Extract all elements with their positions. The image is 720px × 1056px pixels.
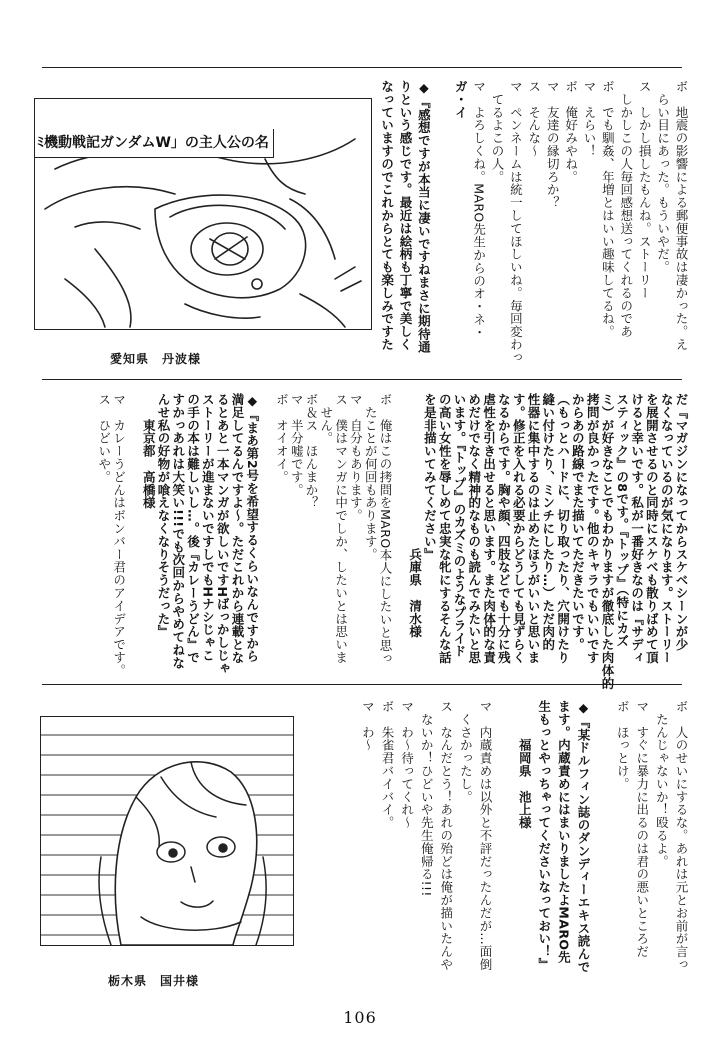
text-column: を展開させるのと同時にスケベも散りばめて頂 — [644, 393, 660, 664]
text-column: らい目にあった。もういやだ。 — [655, 80, 671, 274]
text-column: たことが何回もあります。 — [363, 393, 379, 561]
text-column: ボ 人のせいにするな。あれは元とお前が言っ — [673, 700, 689, 971]
text-column: ボ ほっとけ。 — [615, 700, 631, 791]
text-column: ◆『感想ですが本当に凄いですねまさに期待通 — [416, 80, 432, 354]
text-column: スティック』の8です。『トップ』（特にカズ — [614, 393, 630, 648]
text-column: ◆『某ドルフィン誌のダンディーエキス読んで — [575, 700, 591, 974]
text-column: けると幸いです。私が一番好きなのは『サディ — [629, 393, 645, 664]
reader-credit-1: 愛知県 丹波様 — [110, 352, 202, 366]
text-column: ストーリーが進まないですしでもHナシじゃこ — [200, 393, 216, 662]
text-column: マ わ〜待ってくれ〜 — [399, 700, 415, 829]
text-column: マ 友達の縁切ろか？ — [545, 80, 561, 209]
text-column: だ『マガジンになってからスケベシーンが少 — [673, 393, 689, 651]
text-column: ボ 朱雀君バイバイ。 — [379, 700, 395, 829]
text-column: ◆『まあ第2号を希望するくらいなんですから — [244, 393, 260, 663]
text-column: すかっあれは大笑い!!!でも次回からやめてねな — [170, 393, 186, 670]
manga-character-sketch-2 — [41, 717, 293, 945]
text-column: 縫い付けたり、ミンチにしたり…）ただ肉的 — [540, 393, 556, 651]
text-column: マ よろしくね。MARO先生からのオ・ネ・ — [471, 80, 487, 339]
text-column: ボ 俺好みやね。 — [563, 80, 579, 184]
text-column: ます。内蔵責めにはまいりましたよMARO先 — [556, 700, 572, 964]
text-column: ボ＆ス ほんまか？ — [303, 393, 319, 510]
text-column: ス 僕はマンガに中でしか、したいとは思いま — [333, 393, 349, 664]
text-column: 拷問が良かったです。他のキャラでもいいです — [585, 393, 601, 664]
section-divider-1 — [42, 379, 682, 380]
top-rule — [42, 67, 682, 68]
illustration-panel-1 — [34, 98, 372, 330]
text-column: なっていますのでこれからとても楽しみですた — [379, 80, 395, 351]
text-column: からあの路線でまた描いてただきたいです。 — [570, 393, 586, 651]
text-column: ガ・イ — [453, 80, 469, 119]
text-column: マ すぐに暴力に出るのは君の悪いところだ — [634, 700, 650, 958]
text-column: の手の本は難しいし…。後『カレーうどん』で — [185, 393, 201, 664]
text-column: 東京都 高橋様 — [141, 393, 157, 510]
text-column: ス なんだとう！あれの殆どは俺が描いたんや — [438, 700, 454, 971]
text-column: たんじゃないか！殴るよ。 — [654, 700, 670, 868]
text-column: るとあと一本マンガが欲しいですHばっかしじゃ — [215, 393, 231, 675]
text-column: 兵庫県 清水様 — [407, 393, 423, 639]
text-column: 生もっとやっちゃってくださいなっておい！』 — [536, 700, 552, 971]
reader-credit-3: 栃木県 国井様 — [108, 974, 200, 988]
text-column: います。『トップ』のカズミのようなプライド — [451, 393, 467, 658]
text-column: なくなっているのが気になります。ストーリー — [659, 393, 675, 664]
text-column: めだけでなく精神的なものも読んでみたいと思 — [466, 393, 482, 664]
text-column — [394, 393, 409, 673]
text-column: んせ私の好物が喰えなくなりそうだった』 — [155, 393, 171, 639]
text-column: ボ 地震の影響による郵便事故は凄かった。え — [673, 80, 689, 351]
illustration-panel-2 — [40, 716, 294, 946]
text-column: マ えらい！ — [581, 80, 597, 158]
panel-banner-text: ﾐ機動戦記ガンダムW」の主人公の名 — [35, 129, 274, 158]
text-column: りという感じです。最近は絵柄も丁寧で美しく — [397, 80, 413, 351]
text-column: ないか！ひどいや先生俺帰る!!! — [419, 700, 435, 897]
text-column: なるからです。胸や顔、四肢などでも十分に残 — [496, 393, 512, 664]
text-column: マ 内蔵責めは以外と不評だったんだが…面倒 — [477, 700, 493, 971]
text-column: 満足してるんですよ〜。ただこれから連載とな — [229, 393, 245, 664]
text-column: しかしこの人毎回感想送ってくれるのであ — [618, 80, 634, 338]
text-column: マ 自分もあります。 — [348, 393, 364, 522]
text-column: の高い女性を辱しめて忠実な牝にするそんな話 — [437, 393, 453, 664]
text-column — [494, 700, 514, 1000]
section-divider-2 — [42, 684, 682, 685]
text-column: マ 半分嘘です。 — [289, 393, 305, 497]
text-column: ス しかし損したもんね。ストーリー — [637, 80, 653, 300]
text-column: （もっとハードに、切り取ったり、穴開けたり — [555, 393, 571, 664]
text-column: す。修正を入れる必要からどうしても見ずらく — [511, 393, 527, 664]
text-column: くさかったし。 — [458, 700, 474, 804]
text-column: ス そんな〜 — [526, 80, 542, 158]
text-column — [261, 393, 276, 673]
text-column: ボ 俺はこの拷問をMARO本人にしたいと思っ — [377, 393, 393, 665]
text-column: ボ オイオイ。 — [274, 393, 290, 484]
text-column: ミ）が好きなことでもわかりますが徹底した肉体的 — [599, 393, 615, 690]
text-column: 虐性を引き出せると思います。また肉体的な責 — [481, 393, 497, 664]
text-column: せん。 — [318, 393, 334, 445]
text-column: 性器に集中するのは止めたほうがいいと思いま — [525, 393, 541, 664]
text-column — [432, 80, 450, 370]
text-column: ボ でも馴姦、年増とはいい趣味してるね。 — [600, 80, 616, 338]
text-column — [592, 700, 612, 1000]
text-column: ス ひどいや。 — [96, 393, 112, 484]
page-number: 106 — [343, 1008, 377, 1027]
text-column: 福岡県 池上様 — [517, 700, 533, 829]
text-column: マ カレーうどんはボンバー君のアイデアです。 — [111, 393, 127, 677]
text-column: てるよこの人。 — [489, 80, 505, 184]
text-column: を是非描いてみてください』 — [422, 393, 438, 561]
text-column: マ ペンネームは統一してほしいね。毎回変わっ — [508, 80, 524, 364]
text-column — [128, 393, 143, 673]
text-column: マ わ〜 — [360, 700, 376, 752]
